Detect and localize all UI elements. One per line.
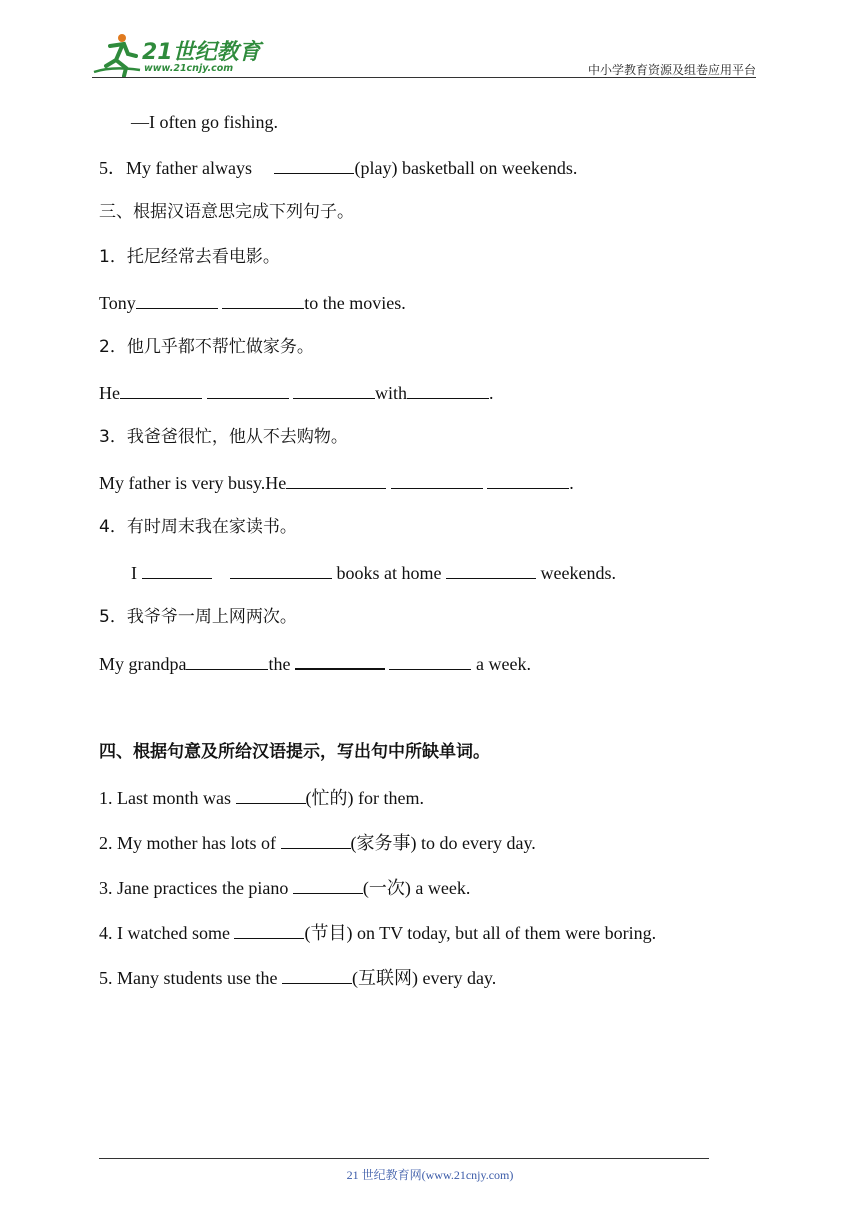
text: . (489, 383, 494, 403)
answer-blank[interactable] (207, 381, 289, 399)
text: (互联网) every day. (351, 968, 497, 988)
question-2-5 (99, 156, 577, 179)
answer-blank[interactable] (136, 291, 218, 309)
text: I (131, 563, 142, 583)
text: 2．他几乎都不帮忙做家务。 (99, 337, 314, 357)
text: My grandpa (99, 654, 187, 674)
answer-blank[interactable] (286, 471, 386, 489)
answer-3-2 (99, 381, 494, 404)
text: 1．托尼经常去看电影。 (99, 247, 280, 267)
answer-blank[interactable] (274, 156, 354, 174)
question-4-4 (99, 921, 656, 944)
answer-blank[interactable] (236, 786, 306, 804)
answer-blank[interactable] (487, 471, 569, 489)
answer-3-3 (99, 471, 574, 494)
question-3-3 (99, 426, 348, 448)
header-rule (92, 77, 756, 78)
answer-blank[interactable] (281, 831, 351, 849)
runner-icon (92, 32, 144, 78)
answer-blank[interactable] (230, 561, 332, 579)
question-4-5 (99, 966, 496, 989)
text: 5．我爷爷一周上网两次。 (99, 607, 297, 627)
text: 5．My father always (99, 158, 257, 178)
section-3-title (99, 201, 354, 223)
logo-sub-text: www.21cnjy.com (144, 63, 234, 74)
answer-blank[interactable] (186, 652, 268, 670)
answer-blank[interactable] (391, 471, 483, 489)
question-4-1 (99, 786, 424, 809)
text: (play) basketball on weekends. (354, 158, 578, 178)
text: 三、根据汉语意思完成下列句子。 (99, 202, 354, 222)
text: 2. My mother has lots of (99, 833, 281, 853)
text: 3．我爸爸很忙，他从不去购物。 (99, 427, 348, 447)
answer-3-4 (131, 561, 616, 584)
text: He (99, 383, 120, 403)
text: (家务事) to do every day. (350, 833, 536, 853)
text: 4. I watched some (99, 923, 235, 943)
question-3-1 (99, 246, 280, 268)
answer-blank[interactable] (446, 561, 536, 579)
text: 4．有时周末我在家读书。 (99, 517, 297, 537)
question-4-2 (99, 831, 536, 854)
text: —I often go fishing. (131, 112, 278, 132)
text: . (569, 473, 574, 493)
text: (忙的) for them. (305, 788, 424, 808)
answer-3-5 (99, 651, 531, 675)
answer-blank[interactable] (234, 921, 304, 939)
answer-blank[interactable] (120, 381, 202, 399)
answer-blank[interactable] (293, 381, 375, 399)
question-3-4 (99, 516, 297, 538)
text: to the movies. (304, 293, 406, 313)
page-header (92, 30, 756, 80)
footer-rule (99, 1158, 709, 1159)
text: Tony (99, 293, 136, 313)
page-footer: 21 世纪教育网(www.21cnjy.com) (346, 1168, 514, 1182)
question-4-3 (99, 876, 470, 899)
answer-line (131, 111, 278, 133)
answer-blank[interactable] (295, 651, 385, 670)
platform-name: 中小学教育资源及组卷应用平台 (587, 63, 756, 77)
logo (92, 32, 272, 78)
text: 3. Jane practices the piano (99, 878, 293, 898)
text: (一次) a week. (362, 878, 471, 898)
text: 5. Many students use the (99, 968, 282, 988)
section-4-title (99, 741, 490, 763)
question-3-5 (99, 606, 297, 628)
answer-blank[interactable] (389, 652, 471, 670)
answer-blank[interactable] (142, 561, 212, 579)
answer-blank[interactable] (293, 876, 363, 894)
text: weekends. (536, 563, 616, 583)
text: 1. Last month was (99, 788, 236, 808)
answer-blank[interactable] (282, 966, 352, 984)
text: a week. (471, 654, 531, 674)
text: books at home (332, 563, 446, 583)
answer-3-1 (99, 291, 406, 314)
text: My father is very busy.He (99, 473, 287, 493)
answer-blank[interactable] (222, 291, 304, 309)
text: (节目) on TV today, but all of them were boring. (304, 923, 657, 943)
text: the (268, 654, 295, 674)
text: with (375, 383, 408, 403)
logo-main-text: 21世纪教育 (142, 40, 261, 65)
question-3-2 (99, 336, 314, 358)
text: 四、根据句意及所给汉语提示，写出句中所缺单词。 (99, 742, 490, 762)
answer-blank[interactable] (407, 381, 489, 399)
